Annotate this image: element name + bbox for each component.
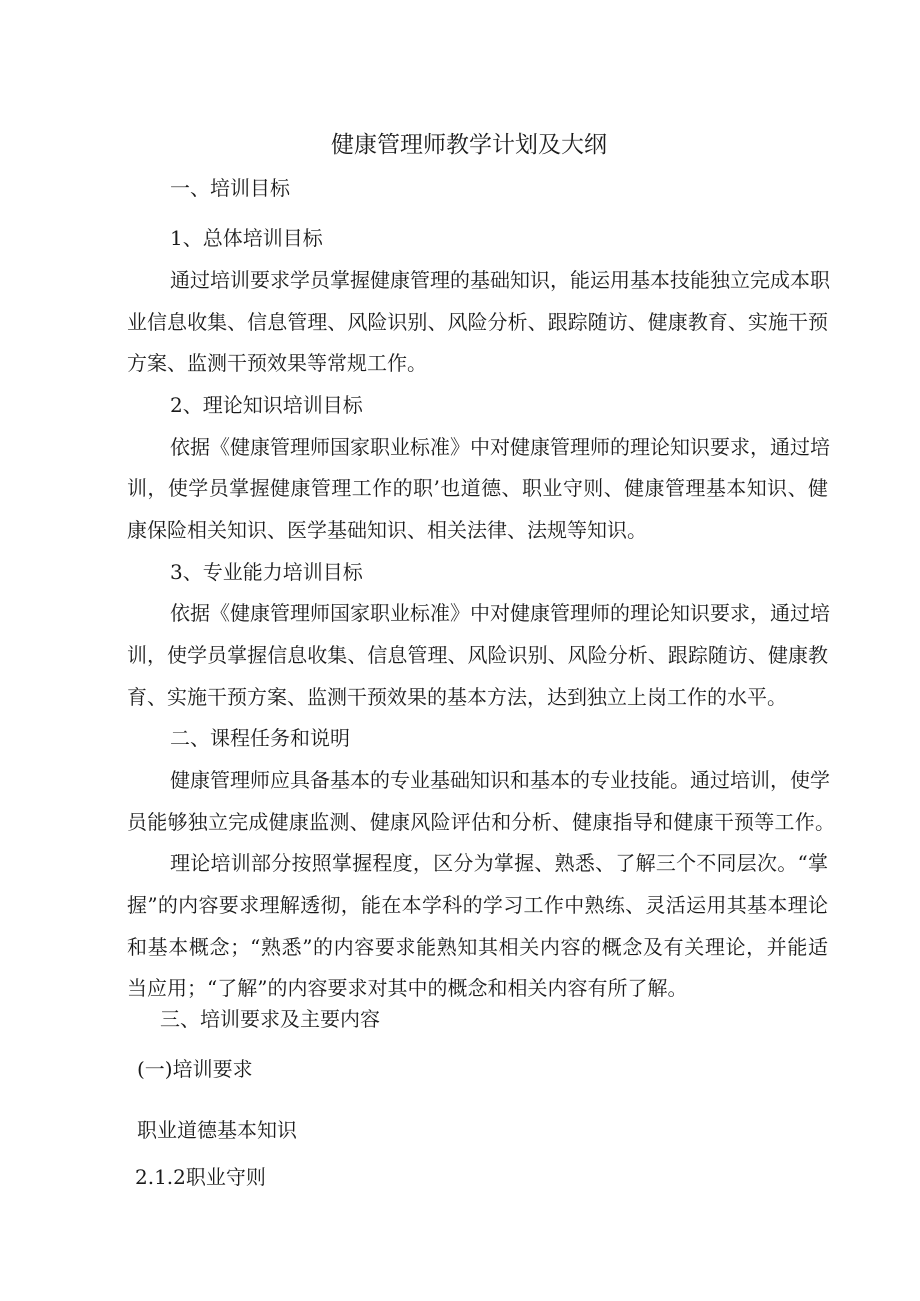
paragraph-line: 员能够独立完成健康监测、健康风险评估和分析、健康指导和健康干预等工作。 xyxy=(127,810,835,834)
paragraph-line: 依据《健康管理师国家职业标准》中对健康管理师的理论知识要求，通过培 xyxy=(170,601,830,625)
paragraph-line: 健康管理师应具备基本的专业基础知识和基本的专业技能。通过培训，使学 xyxy=(170,768,830,792)
paragraph-line: 育、实施干预方案、监测干预效果的基本方法，达到独立上岗工作的水平。 xyxy=(127,685,787,709)
paragraph-line: 通过培训要求学员掌握健康管理的基础知识，能运用基本技能独立完成本职 xyxy=(170,268,830,292)
paragraph-line: 训，使学员掌握健康管理工作的职’也道德、职业守则、健康管理基本知识、健 xyxy=(127,476,828,500)
paragraph-line: 训，使学员掌握信息收集、信息管理、风险识别、风险分析、跟踪随访、健康教 xyxy=(127,643,828,667)
section-heading-course-tasks: 二、课程任务和说明 xyxy=(170,726,350,750)
list-item: 职业道德基本知识 xyxy=(137,1118,297,1142)
list-item: 2.1.2职业守则 xyxy=(135,1165,266,1189)
subheading-skill-goal: 3、专业能力培训目标 xyxy=(170,560,363,584)
subheading-theory-goal: 2、理论知识培训目标 xyxy=(170,393,363,417)
paragraph-line: 依据《健康管理师国家职业标准》中对健康管理师的理论知识要求，通过培 xyxy=(170,435,830,459)
paragraph-line: 和基本概念；“熟悉”的内容要求能熟知其相关内容的概念及有关理论，并能适 xyxy=(127,935,828,959)
paragraph-line: 当应用；“了解”的内容要求对其中的概念和相关内容有所了解。 xyxy=(127,976,688,1000)
paragraph-line: 握”的内容要求理解透彻，能在本学科的学习工作中熟练、灵活运用其基本理论 xyxy=(127,893,828,917)
paragraph-line: 方案、监测干预效果等常规工作。 xyxy=(127,351,427,375)
paragraph-line: 康保险相关知识、医学基础知识、相关法律、法规等知识。 xyxy=(127,518,647,542)
paragraph-line: 业信息收集、信息管理、风险识别、风险分析、跟踪随访、健康教育、实施干预 xyxy=(127,310,828,334)
section-heading-training-goals: 一、培训目标 xyxy=(170,176,290,200)
subheading-training-requirements: (一)培训要求 xyxy=(137,1057,253,1081)
section-heading-training-content: 三、培训要求及主要内容 xyxy=(160,1007,380,1031)
subheading-overall-goal: 1、总体培训目标 xyxy=(170,226,323,250)
paragraph-line: 理论培训部分按照掌握程度，区分为掌握、熟悉、了解三个不同层次。“掌 xyxy=(170,851,828,875)
document-title: 健康管理师教学计划及大纲 xyxy=(331,132,607,158)
